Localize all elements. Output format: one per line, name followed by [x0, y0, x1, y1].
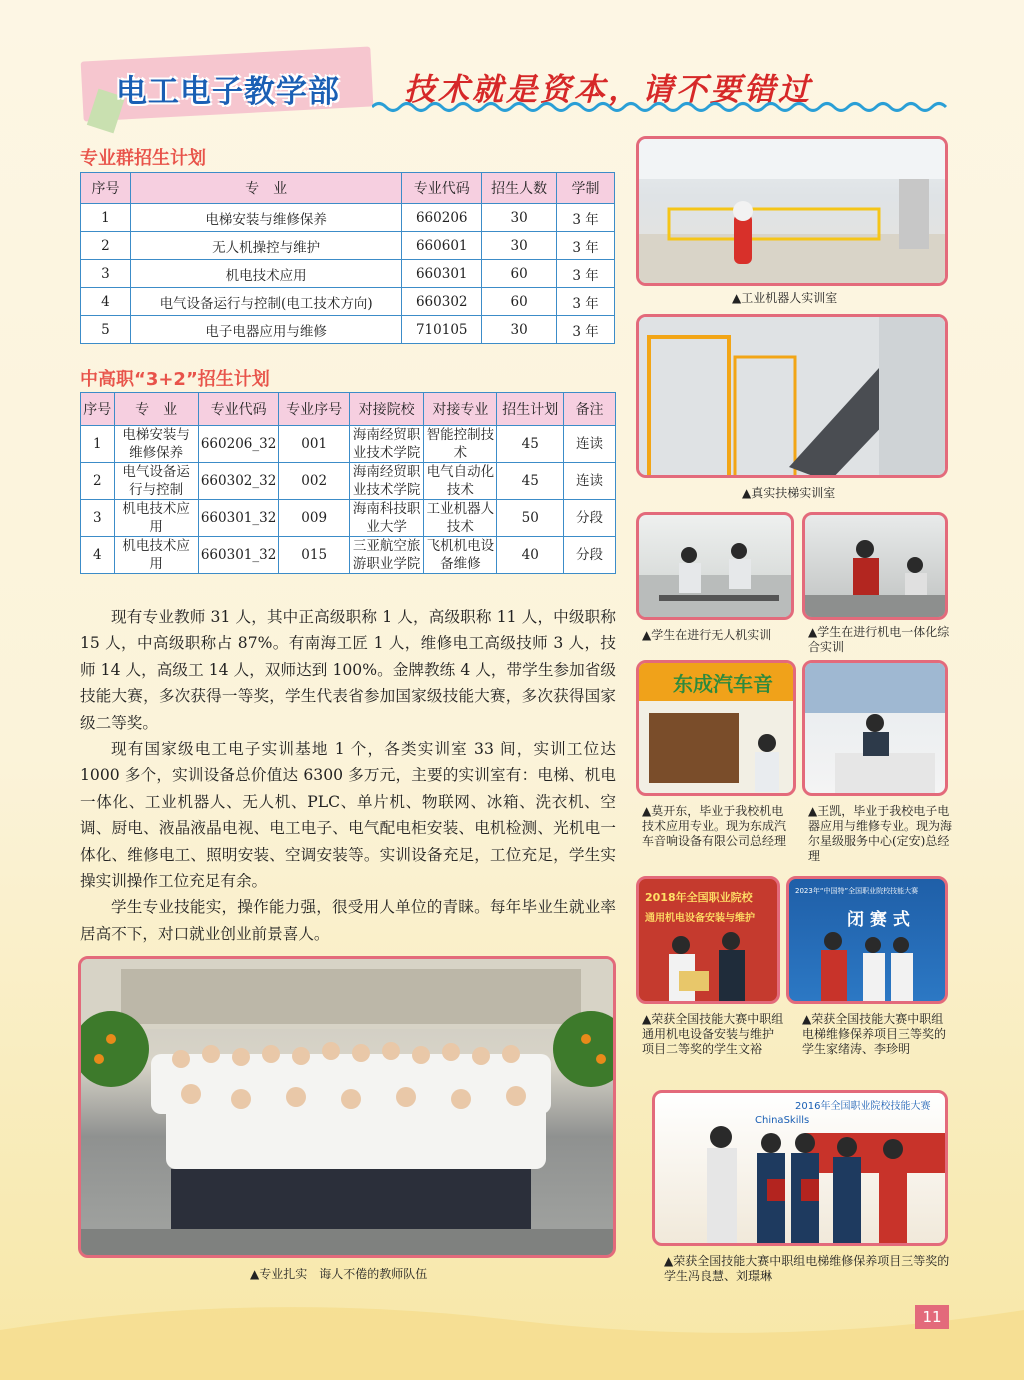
table-row — [81, 500, 616, 537]
cell: 3 — [81, 260, 131, 288]
caption-robot-lab: ▲工业机器人实训室 — [732, 291, 838, 305]
escalator-illustration — [639, 317, 948, 478]
th-index: 序号 — [81, 393, 115, 426]
th-partner-major: 对接专业 — [424, 393, 497, 426]
cell: 4 — [81, 537, 115, 574]
alumni-mo-photo — [636, 660, 796, 796]
page-number: 11 — [915, 1305, 949, 1329]
caption-alumni-wang: ▲王凯，毕业于我校电子电器应用与维修专业。现为海尔星级服务中心(定安)总经理 — [808, 804, 953, 863]
cell: 45 — [497, 463, 564, 500]
cell: 3 — [81, 500, 115, 537]
table-row — [81, 204, 615, 232]
table-row — [81, 426, 616, 463]
cell: 2 — [81, 463, 115, 500]
cell: 无人机操控与维护 — [130, 232, 401, 260]
section-title-enrollment: 专业群招生计划 — [80, 148, 206, 169]
cell: 机电技术应用 — [114, 500, 198, 537]
cell: 30 — [482, 316, 557, 344]
enrollment-table — [80, 172, 615, 344]
cell: 智能控制技术 — [424, 426, 497, 463]
caption-alumni-mo: ▲莫开东，毕业于我校机电技术应用专业。现为东成汽车音响设备有限公司总经理 — [642, 804, 787, 848]
cell: 660301_32 — [198, 537, 278, 574]
cell: 30 — [482, 204, 557, 232]
th-major: 专 业 — [114, 393, 198, 426]
th-count: 招生人数 — [482, 173, 557, 204]
caption-teachers: ▲专业扎实 诲人不倦的教师队伍 — [250, 1267, 428, 1281]
teacher-group-illustration — [81, 959, 616, 1258]
table-row — [81, 463, 616, 500]
cell: 连读 — [564, 426, 616, 463]
cell: 002 — [279, 463, 350, 500]
cell: 3 年 — [557, 204, 615, 232]
table-row — [81, 260, 615, 288]
cell: 分段 — [564, 500, 616, 537]
award2-illustration — [789, 879, 948, 1004]
cell: 660206 — [402, 204, 482, 232]
cell: 660301 — [402, 260, 482, 288]
cell: 50 — [497, 500, 564, 537]
shop-sign-text: 东成汽车音 — [673, 672, 773, 696]
cell: 飞机机电设备维修 — [424, 537, 497, 574]
cell: 海南经贸职业技术学院 — [350, 463, 424, 500]
mechatronics-illustration — [805, 515, 948, 620]
chinaskills-text: ChinaSkills — [755, 1115, 810, 1126]
award1-illustration — [639, 879, 780, 1004]
caption-mechatronics: ▲学生在进行机电一体化综合实训 — [808, 625, 950, 654]
cell: 电气设备运行与控制 — [114, 463, 198, 500]
caption-award2: ▲荣获全国技能大赛中职组电梯维修保养项目三等奖的学生家绪涛、李珍明 — [802, 1012, 947, 1056]
cell: 30 — [482, 232, 557, 260]
cell: 电气自动化技术 — [424, 463, 497, 500]
cell: 1 — [81, 426, 115, 463]
table-row — [81, 232, 615, 260]
th-partner-college: 对接院校 — [350, 393, 424, 426]
th-index: 序号 — [81, 173, 131, 204]
cell: 660206_32 — [198, 426, 278, 463]
cell: 电梯安装与维修保养 — [130, 204, 401, 232]
cell: 660302_32 — [198, 463, 278, 500]
award2-photo — [786, 876, 948, 1004]
department-title: 电工电子教学部 — [116, 74, 340, 110]
cell: 660302 — [402, 288, 482, 316]
cell: 2 — [81, 232, 131, 260]
robot-lab-illustration — [639, 139, 948, 286]
cell: 660301_32 — [198, 500, 278, 537]
escalator-lab-photo — [636, 314, 948, 478]
cell: 海南经贸职业技术学院 — [350, 426, 424, 463]
cell: 电气设备运行与控制(电工技术方向) — [130, 288, 401, 316]
cell: 连读 — [564, 463, 616, 500]
th-duration: 学制 — [557, 173, 615, 204]
table-row — [81, 316, 615, 344]
robot-lab-photo — [636, 136, 948, 286]
cell: 分段 — [564, 537, 616, 574]
award1-photo — [636, 876, 780, 1004]
cell: 60 — [482, 288, 557, 316]
cell: 40 — [497, 537, 564, 574]
cell: 三亚航空旅游职业学院 — [350, 537, 424, 574]
cell: 1 — [81, 204, 131, 232]
th-remark: 备注 — [564, 393, 616, 426]
alumni-wang-photo — [802, 660, 948, 796]
cell: 4 — [81, 288, 131, 316]
paragraph-employment: 学生专业技能实，操作能力强，很受用人单位的青睐。每年毕业生就业率居高不下，对口就业创业前景喜人。 — [80, 898, 616, 943]
teacher-group-photo — [78, 956, 616, 1258]
cell: 工业机器人技术 — [424, 500, 497, 537]
cell: 3 年 — [557, 232, 615, 260]
award3-photo — [652, 1090, 948, 1246]
award2-banner-text: 2023年“中国特”全国职业院校技能大赛 — [795, 887, 919, 895]
cell: 009 — [279, 500, 350, 537]
alumni-mo-illustration — [639, 663, 796, 796]
closing-ceremony-text: 闭 赛 式 — [847, 910, 910, 930]
cell: 710105 — [402, 316, 482, 344]
bottom-wave-decoration — [0, 1290, 1024, 1380]
paragraph-faculty: 现有专业教师 31 人，其中正高级职称 1 人，高级职称 11 人，中级职称 15 人，中高级职称占 87%。有南海工匠 1 人，维修电工高级技师 3 人，技师 14 人，高级工 14 人，双师达到 100%。金牌教练 4 人，带学生参加省级技能大赛，多次获得一等奖，学生代表省参加国家级技能大赛，多次获得国家级二等奖。 — [80, 608, 616, 732]
wavy-divider — [372, 100, 952, 114]
award1-banner-text-2: 通用机电设备安装与维护 — [645, 913, 755, 924]
mechatronics-photo — [802, 512, 948, 620]
th-plan: 招生计划 — [497, 393, 564, 426]
caption-drone: ▲学生在进行无人机实训 — [642, 628, 772, 642]
th-major-no: 专业序号 — [279, 393, 350, 426]
th-code: 专业代码 — [198, 393, 278, 426]
cell: 60 — [482, 260, 557, 288]
table-header-row — [81, 393, 616, 426]
cell: 机电技术应用 — [114, 537, 198, 574]
cell: 机电技术应用 — [130, 260, 401, 288]
drone-training-photo — [636, 512, 794, 620]
caption-escalator-lab: ▲真实扶梯实训室 — [742, 486, 836, 500]
cell: 电梯安装与维修保养 — [114, 426, 198, 463]
three-plus-two-table — [80, 392, 616, 574]
cell: 660601 — [402, 232, 482, 260]
award3-illustration — [655, 1093, 948, 1246]
cell: 3 年 — [557, 260, 615, 288]
award1-banner-text: 2018年全国职业院校 — [645, 891, 753, 904]
table-row — [81, 537, 616, 574]
cell: 海南科技职业大学 — [350, 500, 424, 537]
th-code: 专业代码 — [402, 173, 482, 204]
cell: 电子电器应用与维修 — [130, 316, 401, 344]
cell: 5 — [81, 316, 131, 344]
cell: 015 — [279, 537, 350, 574]
cell: 001 — [279, 426, 350, 463]
alumni-wang-illustration — [805, 663, 948, 796]
award3-banner-text: 2016年全国职业院校技能大赛 — [795, 1101, 931, 1112]
paragraph-facilities: 现有国家级电工电子实训基地 1 个，各类实训室 33 间，实训工位达 1000 多个，实训设备总价值达 6300 多万元，主要的实训室有：电梯、机电一体化、工业机器人、无人机、PLC、单片机、物联网、冰箱、洗衣机、空调、厨电、液晶液晶电视、电工电子、电气配电柜安装、电机检测、光机电一体化、维修电工、照明安装、空调安装等。实训设备充足，工位充足，学生实操实训操作工位充足有余。 — [80, 740, 616, 891]
slogan: 技术就是资本，请不要错过 — [404, 72, 812, 108]
drone-training-illustration — [639, 515, 794, 620]
section-title-3plus2: 中高职“3+2”招生计划 — [80, 369, 270, 390]
table-row — [81, 288, 615, 316]
cell: 3 年 — [557, 316, 615, 344]
cell: 45 — [497, 426, 564, 463]
body-text — [80, 604, 616, 947]
caption-award1: ▲荣获全国技能大赛中职组通用机电设备安装与维护项目二等奖的学生文裕 — [642, 1012, 784, 1056]
th-major: 专 业 — [130, 173, 401, 204]
cell: 3 年 — [557, 288, 615, 316]
caption-award3: ▲荣获全国技能大赛中职组电梯维修保养项目三等奖的学生冯良慧、刘璟琳 — [664, 1254, 950, 1283]
table-header-row — [81, 173, 615, 204]
